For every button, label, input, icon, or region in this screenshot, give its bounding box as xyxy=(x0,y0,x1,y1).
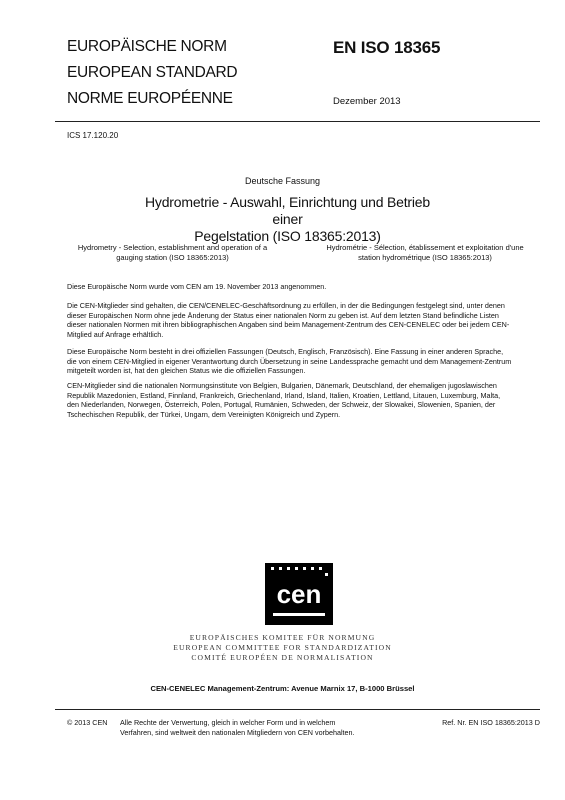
header-rule xyxy=(55,121,540,122)
footer-rule xyxy=(55,709,540,710)
paragraph-line: Republik Mazedonien, Estland, Finnland, Frankreich, Griechenland, Irland, Island, Italien, Kroatien, Lettland, Litauen, Luxemburg, Malta, xyxy=(67,390,501,400)
reference-number: Ref. Nr. EN ISO 18365:2013 D xyxy=(442,718,540,727)
publication-date: Dezember 2013 xyxy=(333,96,401,107)
title-english-line: gauging station (ISO 18365:2013) xyxy=(116,253,229,262)
header-title-en: EUROPEAN STANDARD xyxy=(67,64,238,81)
paragraph-line: mitgeteilt worden ist, hat den gleichen Status wie die offiziellen Fassungen. xyxy=(67,366,306,375)
management-center-address: CEN-CENELEC Management-Zentrum: Avenue Marnix 17, B-1000 Brüssel xyxy=(150,684,415,693)
rights-line: Alle Rechte der Verwertung, gleich in welcher Form und in welchem xyxy=(120,718,336,727)
version-label: Deutsche Fassung xyxy=(244,176,321,186)
paragraph-members xyxy=(67,381,542,419)
ics-code: ICS 17.120.20 xyxy=(67,131,119,140)
copyright: © 2013 CEN xyxy=(67,718,108,727)
committee-name-de: EUROPÄISCHES KOMITEE FÜR NORMUNG xyxy=(189,633,376,642)
document-title xyxy=(130,194,445,245)
header-title-fr: NORME EUROPÉENNE xyxy=(67,90,233,107)
title-english xyxy=(70,243,275,263)
paragraph-line: CEN-Mitglieder sind die nationalen Normungsinstitute von Belgien, Bulgarien, Dänemark, Deutschland, der ehemaligen jugoslawischen xyxy=(67,381,497,390)
title-french-line: station hydrométrique (ISO 18365:2013) xyxy=(358,253,492,262)
rights-line: Verfahren, sind weltweit den nationalen Mitgliedern von CEN vorbehalten. xyxy=(120,728,355,737)
paragraph-line: die von einem CEN-Mitglied in eigener Verantwortung durch Übersetzung in seine Landessprache gemacht und dem Management-Zentrum xyxy=(67,356,512,366)
paragraph-line: Diese Europäische Norm besteht in drei offiziellen Fassungen (Deutsch, Englisch, Französisch). Eine Fassung in einer anderen Sprache, xyxy=(67,347,504,356)
standard-number: EN ISO 18365 xyxy=(333,38,441,57)
committee-name-fr: COMITÉ EUROPÉEN DE NORMALISATION xyxy=(191,653,374,662)
paragraph-line: Mitglied auf Anfrage erhältlich. xyxy=(67,329,164,339)
title-french-line: Hydrométrie - Sélection, établissement et exploitation d'une xyxy=(326,243,524,252)
cen-logo-bar xyxy=(273,613,325,616)
rights-notice xyxy=(120,718,400,738)
title-french xyxy=(305,243,545,263)
paragraph-line: Die CEN-Mitglieder sind gehalten, die CEN/CENELEC-Geschäftsordnung zu erfüllen, in der die Bedingungen festgelegt sind, unter denen xyxy=(67,301,505,310)
header-title-de: EUROPÄISCHE NORM xyxy=(67,38,227,55)
cen-logo-text: cen xyxy=(276,579,322,609)
paragraph-line: Diese Europäische Norm wurde vom CEN am 19. November 2013 angenommen. xyxy=(67,282,327,291)
committee-names xyxy=(0,633,565,663)
document-title-line: Pegelstation (ISO 18365:2013) xyxy=(194,228,381,244)
paragraph-line: dieser Europäischen Norm ohne jede Änderung der Status einer nationalen Norm zu geben ist. Auf dem letzten Stand befindliche Listen xyxy=(67,310,499,320)
paragraph-line: dieser nationalen Normen mit ihren bibliographischen Angaben sind beim Management-Zentrum des CEN-CENELEC oder bei jedem CEN- xyxy=(67,320,510,329)
paragraph-obligations xyxy=(67,301,542,339)
paragraph-versions xyxy=(67,347,542,376)
paragraph-line: den Niederlanden, Norwegen, Österreich, Polen, Portugal, Rumänien, Schweden, der Schweiz, der Slowakei, Slowenien, Spanien, der xyxy=(67,400,496,409)
paragraph-adoption xyxy=(67,282,542,292)
cen-logo xyxy=(265,563,333,625)
title-english-line: Hydrometry - Selection, establishment and operation of a xyxy=(77,243,268,252)
paragraph-line: Tschechischen Republik, der Türkei, Ungarn, dem Vereinigten Königreich und Zypern. xyxy=(67,409,341,419)
committee-name-en: EUROPEAN COMMITTEE FOR STANDARDIZATION xyxy=(173,643,392,652)
document-title-line: Hydrometrie - Auswahl, Einrichtung und Betrieb einer xyxy=(145,194,430,227)
